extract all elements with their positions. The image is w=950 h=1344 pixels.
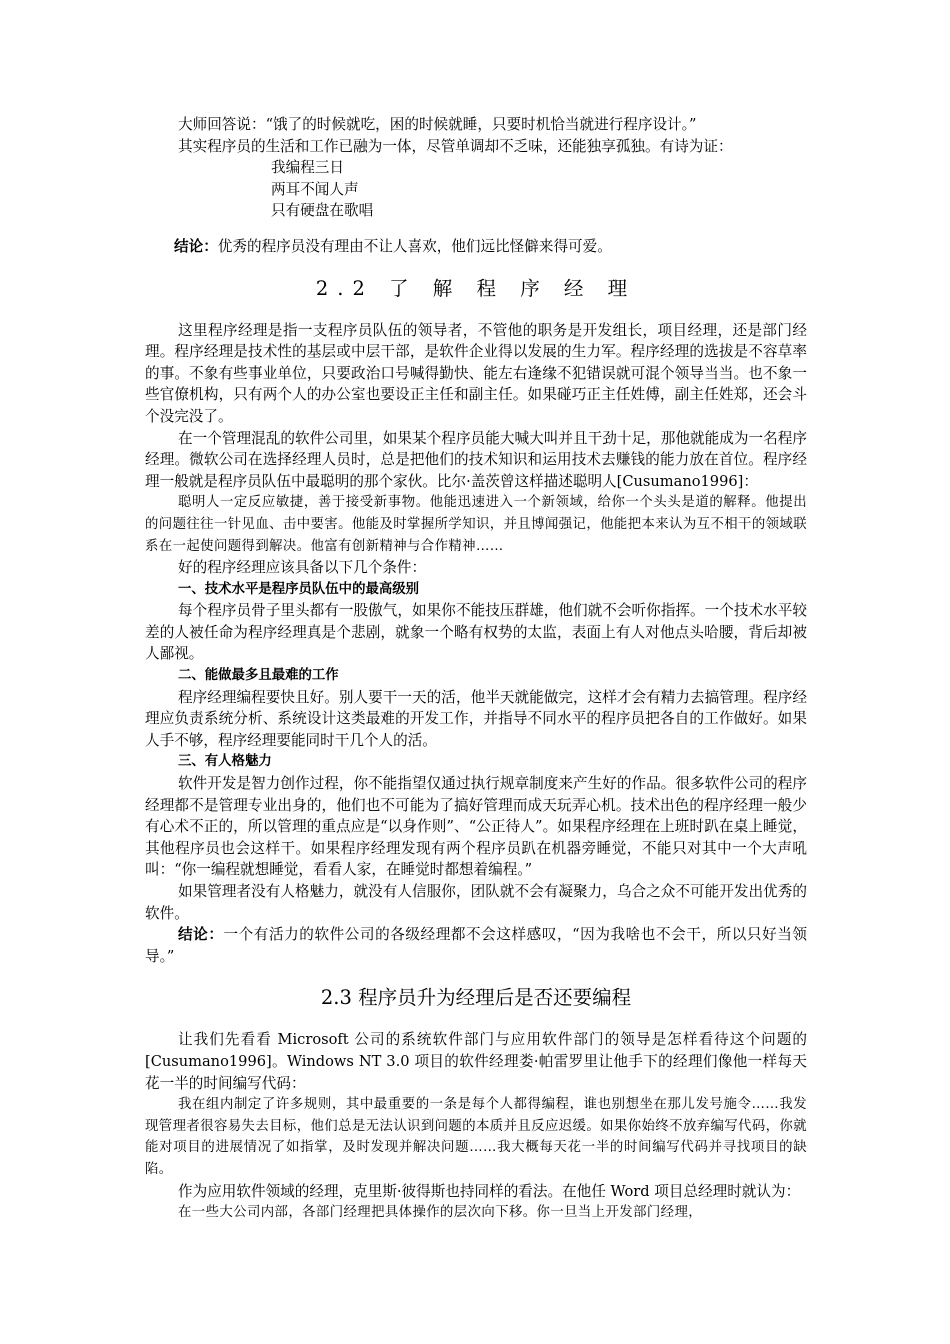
s22-paragraph-4: 每个程序员骨子里头都有一股傲气，如果你不能技压群雄，他们就不会听你指挥。一个技术水平较差的人被任命为程序经理真是个悲剧，就象一个略有权势的太监，表面上有人对他点头哈腰，背后却被人鄙视。 bbox=[145, 602, 807, 663]
poem-line-3: 只有硬盘在歌唱 bbox=[271, 202, 374, 220]
s22-paragraph-2: 在一个管理混乱的软件公司里，如果某个程序员能大喊大叫并且干劲十足，那他就能成为一名程序经理。微软公司在选择经理人员时，总是把他们的技术知识和运用技术去赚钱的能力放在首位。程序经理一般就是程序员队伍中最聪明的那个家伙。比尔·盖茨曾这样描述聪明人[Cusumano1996]： bbox=[145, 429, 807, 490]
document-page bbox=[145, 114, 807, 1224]
s22-paragraph-3: 好的程序经理应该具备以下几个条件： bbox=[178, 559, 427, 577]
s22-paragraph-5: 程序经理编程要快且好。别人要干一天的活，他半天就能做完，这样才会有精力去搞管理。程序经理应负责系统分析、系统设计这类最难的开发工作，并指导不同水平的程序员把各自的工作做好。如果人手不够，程序经理要能同时干几个人的活。 bbox=[145, 688, 807, 749]
conclusion-text: 一个有活力的软件公司的各级经理都不会这样感叹，“因为我啥也不会干，所以只好当领导。” bbox=[145, 926, 807, 965]
s23-quote-2: 在一些大公司内部，各部门经理把具体操作的层次向下移。你一旦当上开发部门经理， bbox=[178, 1205, 703, 1221]
s22-paragraph-7: 如果管理者没有人格魅力，就没有人信服你，团队就不会有凝聚力，乌合之众不可能开发出优秀的软件。 bbox=[145, 883, 807, 922]
intro-line-1: 大师回答说：“饿了的时候就吃，困的时候就睡，只要时机恰当就进行程序设计。” bbox=[178, 116, 697, 133]
s23-paragraph-1: 让我们先看看 Microsoft 公司的系统软件部门与应用软件部门的领导是怎样看待这个问题的[Cusumano1996]。Windows NT 3.0 项目的软件经理娄·帕雷罗里让他手下的经理们像他一样每天花一半的时间编写代码： bbox=[145, 1031, 807, 1092]
conclusion-label: 结论： bbox=[178, 926, 224, 944]
section-title-2-3: 2.3 程序员升为经理后是否还要编程 bbox=[320, 986, 632, 1010]
s22-paragraph-6: 软件开发是智力创作过程，你不能指望仅通过执行规章制度来产生好的作品。很多软件公司的程序经理都不是管理专业出身的，他们也不可能为了搞好管理而成天玩弄心机。技术出色的程序经理一般少有心术不正的，所以管理的重点应是“以身作则”、“公正待人”。如果程序经理在上班时趴在桌上睡觉，其他程序员也会这样干。如果程序经理发现有两个程序员趴在机器旁睡觉，不能只对其中一个大声吼叫：“你一编程就想睡觉，看看人家，在睡觉时都想着编程。” bbox=[145, 775, 807, 879]
s22-conclusion bbox=[145, 924, 807, 967]
s22-heading-3: 三、有人格魅力 bbox=[178, 754, 272, 770]
section-title-2-2: 2.2 了 解 程 序 经 理 bbox=[315, 276, 637, 300]
s22-paragraph-1: 这里程序经理是指一支程序员队伍的领导者，不管他的职务是开发组长，项目经理，还是部门经理。程序经理是技术性的基层或中层干部，是软件企业得以发展的生力军。程序经理的选拔是不容草率的事。不象有些事业单位，只要政治口号喊得勤快、能左右逢缘不犯错误就可混个领导当当。也不象一些官僚机构，只有两个人的办公室也要设正主任和副主任。如果碰巧正主任姓傅，副主任姓郑，还会斗个没完没了。 bbox=[145, 321, 807, 425]
s23-quote-1: 我在组内制定了许多规则，其中最重要的一条是每个人都得编程，谁也别想坐在那儿发号施令……我发现管理者很容易失去目标，他们总是无法认识到问题的本质并且反应迟缓。如果你始终不放弃编写代码，你就能对项目的进展情况了如指掌，及时发现并解决问题……我大概每天花一半的时间编写代码并寻找项目的缺陷。 bbox=[145, 1097, 807, 1177]
s22-heading-2: 二、能做最多且最难的工作 bbox=[178, 668, 339, 684]
intro-conclusion bbox=[145, 236, 807, 258]
poem-line-1: 我编程三日 bbox=[271, 159, 344, 177]
s22-heading-1: 一、技术水平是程序员队伍中的最高级别 bbox=[178, 581, 420, 597]
intro-line-2: 其实程序员的生活和工作已融为一体，尽管单调却不乏味，还能独享孤独。有诗为证： bbox=[178, 137, 733, 155]
conclusion-text: 优秀的程序员没有理由不让人喜欢，他们远比怪僻来得可爱。 bbox=[217, 237, 612, 255]
poem-line-2: 两耳不闻人声 bbox=[271, 180, 359, 198]
s22-quote: 聪明人一定反应敏捷，善于接受新事物。他能迅速进入一个新领域，给你一个头头是道的解释。他提出的问题往往一针见血、击中要害。他能及时掌握所学知识，并且博闻强记，他能把本来认为互不相干的领域联系在一起使问题得到解决。他富有创新精神与合作精神…… bbox=[145, 495, 807, 554]
s23-paragraph-2: 作为应用软件领域的经理，克里斯·彼得斯也持同样的看法。在他任 Word 项目总经理时就认为： bbox=[178, 1182, 801, 1200]
conclusion-label: 结论： bbox=[174, 237, 218, 255]
